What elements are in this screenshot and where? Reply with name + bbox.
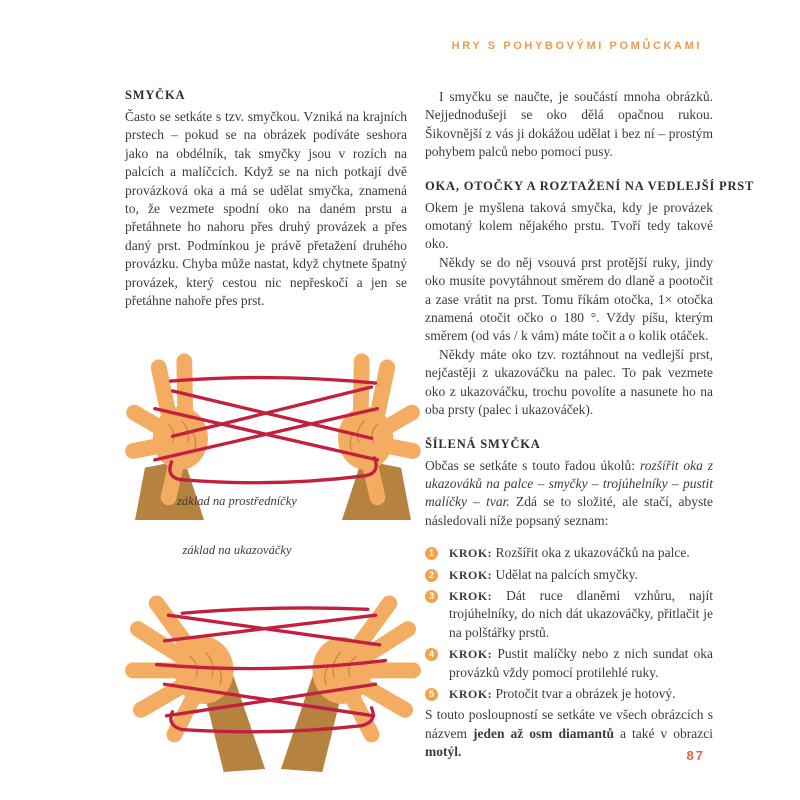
string-figure-illustration-1 (125, 320, 421, 520)
outro-part1: S touto posloupností se setkáte ve všech obrázcích s názvem (425, 707, 713, 741)
step-label: KROK: (449, 686, 493, 701)
outro-paragraph (425, 706, 713, 761)
step-item (425, 685, 713, 703)
step-number-badge: 2 (425, 569, 438, 582)
section-heading-smycka: SMYČKA (125, 88, 186, 102)
oka-paragraph-3: Někdy máte oko tzv. roztáhnout na vedlejší prst, nejčastěji z ukazováčku na palec. To pak vezmete oko z ukazováčku, trochu povolíte a nasunete ho na oba prsty (palec i ukazováček). (425, 346, 713, 418)
running-header: HRY S POHYBOVÝMI POMŮCKAMI (451, 40, 702, 52)
step-text: Udělat na palcích smyčky. (495, 566, 638, 582)
step-number-badge: 4 (425, 648, 438, 661)
intro-paragraph: I smyčku se naučte, je součástí mnoha obrázků. Nejjednodušeji se oko dělá opačnou rukou. Šikovnější z vás ji dokážou udělat i bez ní – prostým pohybem palců nebo pomocí pusy. (425, 89, 713, 160)
right-column (425, 88, 755, 762)
step-text: Rozšířit oka z ukazováčků na palce. (495, 545, 690, 561)
section-heading-silena: ŠÍLENÁ SMYČKA (425, 436, 541, 451)
outro-bold2: motýl. (425, 744, 462, 760)
figure2-caption: základ na ukazováčky (182, 543, 292, 558)
string-figure-illustration-2 (125, 560, 421, 772)
step-text: Protočit tvar a obrázek je hotový. (495, 685, 676, 701)
step-item (425, 566, 713, 584)
step-text: Pustit malíčky nebo z nich sundat oka provázků vždy pomocí protilehlé ruky. (449, 646, 714, 680)
silena-intro-lead: Občas se setkáte s touto řadou úkolů: (425, 457, 640, 473)
step-number-badge: 5 (425, 688, 438, 701)
left-column (125, 88, 407, 772)
figure-string-hands-1 (125, 320, 407, 509)
step-item (425, 645, 713, 682)
figure1-caption: základ na prostředníčky (177, 494, 297, 509)
page-number: 87 (686, 748, 705, 763)
step-label: KROK: (449, 647, 493, 662)
left-hand (133, 604, 265, 773)
step-number-badge: 1 (425, 547, 438, 560)
step-label: KROK: (449, 567, 493, 582)
step-number-badge: 3 (425, 590, 438, 603)
outro-bold1: jeden až osm diamantů (472, 725, 615, 741)
silena-intro-rest: Zdá se to složité, ale stačí, abyste následovali níže popsaný seznam: (425, 494, 714, 528)
step-label: KROK: (449, 546, 493, 561)
step-item (425, 544, 713, 562)
steps-list (425, 544, 713, 703)
oka-paragraph-2: Někdy se do něj vsouvá prst protější ruky, jindy oko musíte povytáhnout směrem do dlaně a pootočit a zase vrátit na prst. Tomu říkám otočka, 1× otočka znamená otočit očko o 180 °. Vždy píšu, kterým směrem (od vás / k vám) máte točit a o kolik otáček. (425, 254, 713, 344)
section-heading-oka: OKA, OTOČKY A ROZTAŽENÍ NA VEDLEJŠÍ PRST (425, 178, 755, 193)
step-item (425, 587, 713, 642)
step-label: KROK: (449, 588, 493, 603)
silena-intro-italic: rozšířit oka z ukazováků na palce – smyčky – trojúhelníky – pustit malíčky – tvar. (425, 457, 713, 510)
outro-part2: a také v obrazci (614, 725, 713, 741)
smycka-paragraph: Často se setkáte s tzv. smyčkou. Vzniká na krajních prstech – pokud se na obrázek podíváte seshora jako na obdélník, tak smyčky jsou v rozích na palcích a malíčcích. Když se na nich potkají dvě provázková oka a má se udělat smyčka, znamená to, že vezmete spodní oko na daném prstu a přetáhnete ho nahoru přes druhý provázek a přes daný prst. Podmínkou je právě přetažení druhého provázku. Chyba může nastat, když chytnete špatný provázek, který cestou nic nepřeskočí a jen se přetáhne nahoře přes prst. (125, 109, 407, 309)
figure-string-hands-2 (125, 560, 407, 772)
oka-paragraph-1: Okem je myšlena taková smyčka, kdy je provázek omotaný kolem nějakého prstu. Tvoří tedy takové oko. (425, 199, 713, 252)
step-text: Dát ruce dlaněmi vzhůru, najít trojúhelníky, do nich dát ukazováčky, přitlačit je na polštářky prstů. (449, 587, 713, 640)
silena-intro-paragraph (425, 457, 713, 531)
